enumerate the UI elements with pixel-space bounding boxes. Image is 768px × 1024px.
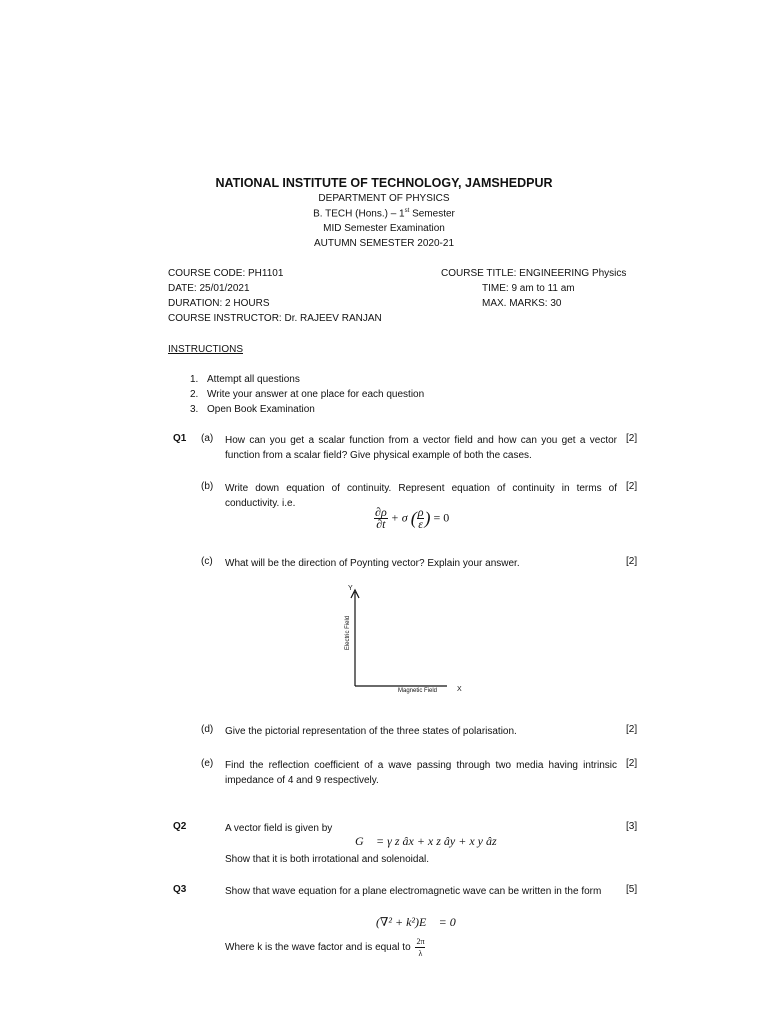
part-label: (b) (201, 481, 214, 492)
instruction-item: 2. Write your answer at one place for each question (190, 389, 425, 400)
question-number: Q3 (173, 884, 187, 895)
exam-date: DATE: 25/01/2021 (168, 283, 250, 294)
continuity-equation: $\frac{\partial\rho}{\partial t}$ + σ ( $\frac{\rho}{\varepsilon}$ ) = 0 (375, 505, 450, 531)
instructions-heading: INSTRUCTIONS (168, 344, 243, 355)
q3-text: Show that wave equation for a plane electromagnetic wave can be written in the form (225, 886, 602, 897)
q1d-text: Give the pictorial representation of the three states of polarisation. (225, 726, 517, 737)
exam-type: MID Semester Examination (323, 223, 445, 234)
q1c-text: What will be the direction of Poynting vector? Explain your answer. (225, 558, 520, 569)
institute-name: NATIONAL INSTITUTE OF TECHNOLOGY, JAMSHEDPUR (215, 176, 553, 190)
semester: AUTUMN SEMESTER 2020-21 (313, 238, 455, 249)
q1a-text: How can you get a scalar function from a vector field and how can you get a vector function from a scalar field? Give physical example of both the cases. (225, 435, 617, 461)
max-marks: MAX. MARKS: 30 (482, 298, 562, 309)
question-number: Q2 (173, 821, 187, 832)
part-label: (a) (201, 433, 214, 444)
instruction-item: 1. Attempt all questions (190, 374, 300, 385)
course-title: COURSE TITLE: ENGINEERING Physics (441, 268, 627, 279)
q1a-marks: [2] (626, 433, 638, 444)
electric-field-label: Electric Field (345, 615, 351, 651)
wave-equation: (∇² + k²)E⃗ = 0 (376, 915, 456, 929)
program: B. TECH (Hons.) – 1st Semester (313, 208, 455, 220)
y-axis-label: Y (348, 585, 353, 592)
q1e-text: Find the reflection coefficient of a wave passing through two media having intrinsic impedance of 4 and 9 respectively. (225, 760, 617, 786)
q1b-marks: [2] (626, 481, 638, 492)
vector-field-equation: G⃗ = γ z âx + x z ây + x y âz (355, 834, 497, 848)
duration: DURATION: 2 HOURS (168, 298, 270, 309)
q3-followup: Where k is the wave factor and is equal to $\frac{2\pi}{\lambda}$ (225, 937, 425, 958)
question-number: Q1 (173, 433, 187, 444)
part-label: (e) (201, 758, 214, 769)
q2-followup: Show that it is both irrotational and solenoidal. (225, 854, 430, 865)
instruction-item: 3. Open Book Examination (190, 404, 315, 415)
q3-marks: [5] (626, 884, 638, 895)
q2-marks: [3] (626, 821, 638, 832)
course-code: COURSE CODE: PH1101 (168, 268, 284, 279)
q1b-text: Write down equation of continuity. Represent equation of continuity in terms of conductivity. i.e. (225, 483, 617, 509)
q1e-marks: [2] (626, 758, 638, 769)
field-axes-diagram (335, 584, 485, 700)
department: DEPARTMENT OF PHYSICS (318, 193, 450, 204)
q1d-marks: [2] (626, 724, 638, 735)
x-axis-label: X (457, 686, 462, 693)
q2-text: A vector field is given by (225, 823, 333, 834)
part-label: (c) (201, 556, 213, 567)
exam-time: TIME: 9 am to 11 am (482, 283, 575, 294)
part-label: (d) (201, 724, 214, 735)
q1c-marks: [2] (626, 556, 638, 567)
magnetic-field-label: Magnetic Field (398, 688, 438, 694)
instructor: COURSE INSTRUCTOR: Dr. RAJEEV RANJAN (168, 313, 382, 324)
